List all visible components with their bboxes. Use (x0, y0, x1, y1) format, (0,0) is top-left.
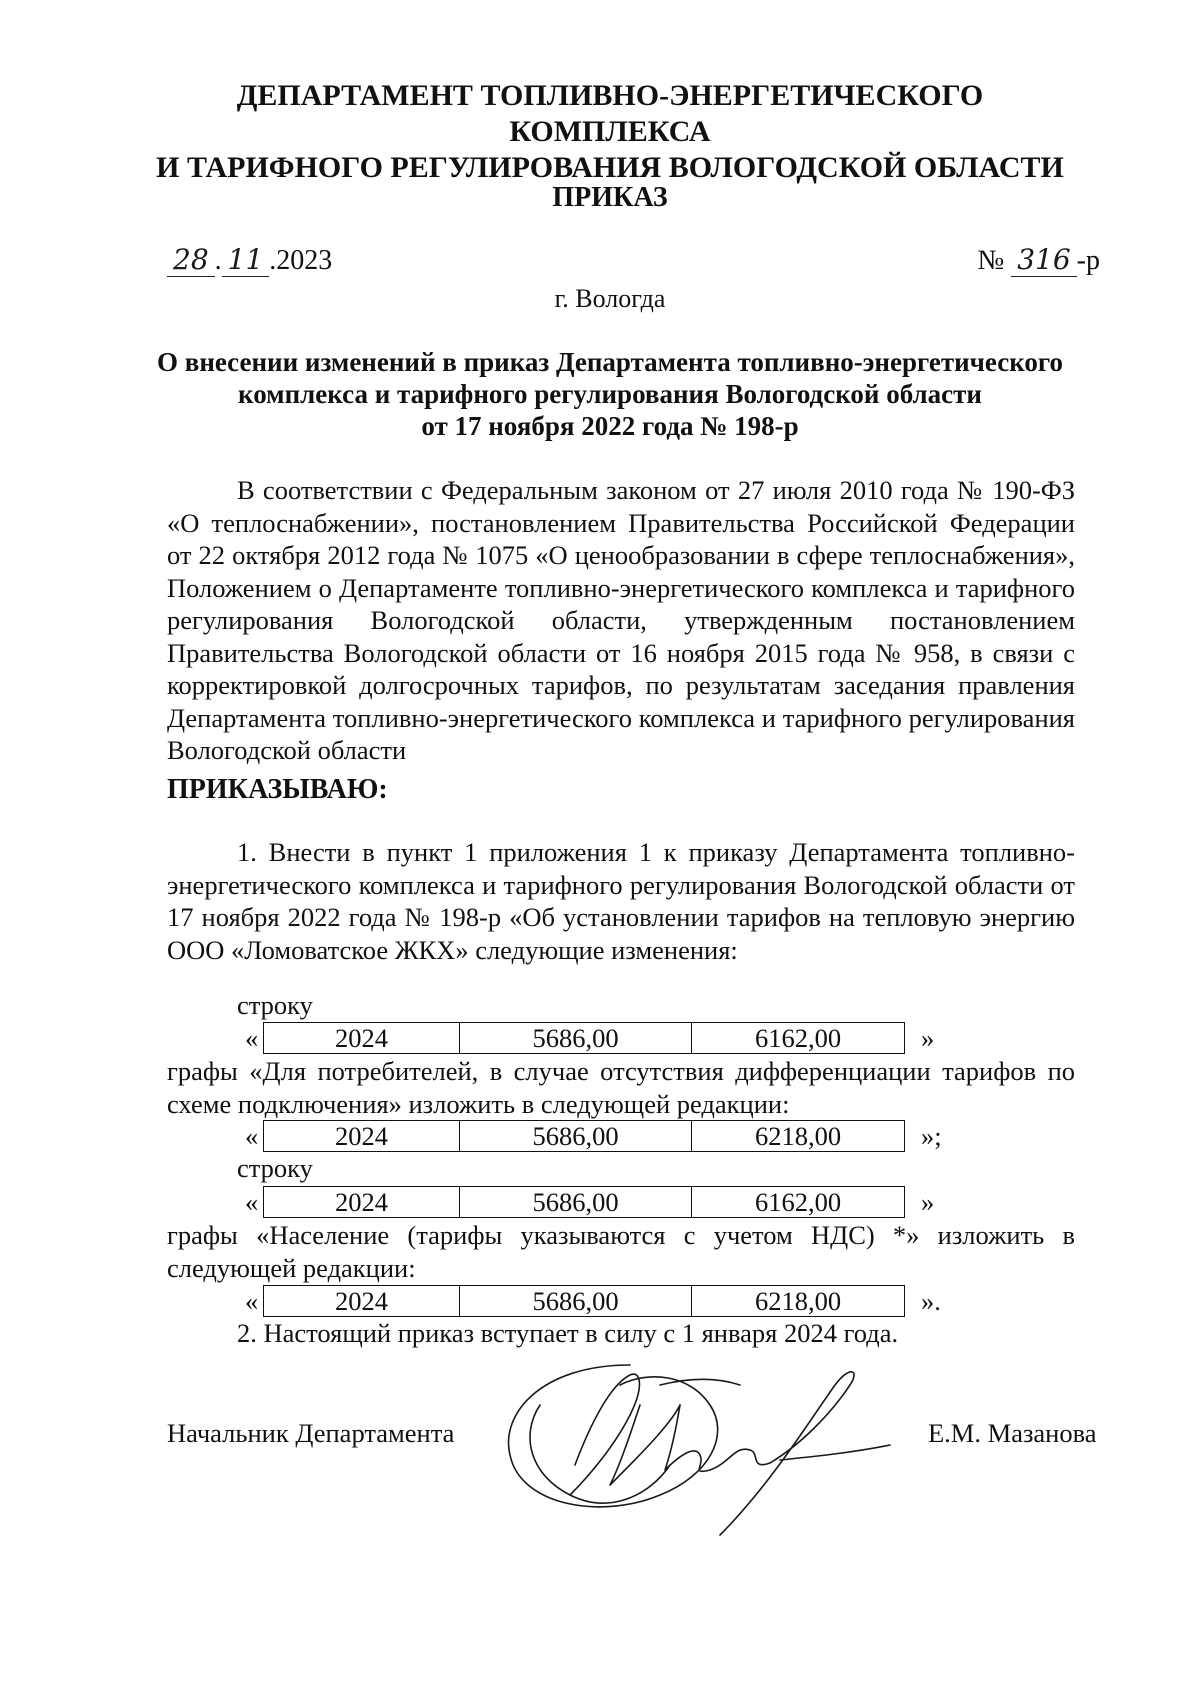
handwritten-signature (480, 1345, 920, 1545)
cell-value-2: 6218,00 (754, 1286, 842, 1316)
tariff-table (263, 1120, 905, 1152)
signatory-title: Начальник Департамента (167, 1418, 455, 1448)
subject-line-3: от 17 ноября 2022 года № 198-р (421, 411, 799, 441)
cell-year: 2024 (264, 1286, 460, 1316)
department-header (150, 78, 1070, 186)
label-stroku-2: строку (237, 1153, 313, 1183)
tariff-table (263, 1186, 905, 1218)
close-quote: » (921, 1187, 935, 1217)
label-grafa-2: графы «Население (тарифы указываются с учетом НДС) *» изложить в следующей редакции: (167, 1220, 1075, 1283)
cell-value-2: 6162,00 (754, 1187, 842, 1217)
cell-value-1: 5686,00 (460, 1023, 692, 1053)
open-quote: « (245, 1187, 259, 1217)
order-word: ПРИКАЗЫВАЮ: (167, 774, 388, 805)
order-number (978, 243, 1101, 277)
label-stroku-1: строку (237, 990, 313, 1020)
date-year: .2023 (269, 245, 333, 276)
date-month: 11 (222, 243, 270, 277)
point-1-paragraph (167, 836, 1075, 966)
cell-value-1: 5686,00 (460, 1187, 692, 1217)
subject-line-1: О внесении изменений в приказ Департамента топливно-энергетического (156, 347, 1063, 377)
header-line-2: И ТАРИФНОГО РЕГУЛИРОВАНИЯ ВОЛОГОДСКОЙ ОБЛАСТИ (156, 151, 1064, 184)
cell-value-2: 6218,00 (754, 1121, 842, 1151)
preamble-text: В соответствии с Федеральным законом от 27 июля 2010 года № 190-ФЗ «О теплоснабжении», постановлением Правительства Российской Федерации от 22 октября 2012 года № 1075 «О ценообразовании в сфере теплоснабжения», Положением о Департаменте топливно-энергетического комплекса и тарифного регулирования Вологодской области, утвержденным постановлением Правительства Вологодской области от 16 ноября 2015 года № 958, в связи с корректировкой долгосрочных тарифов, по результатам заседания правления Департамента топливно-энергетического комплекса и тарифного регулирования Вологодской области (167, 475, 1075, 765)
number-suffix: -р (1076, 245, 1100, 276)
subject-line-2: комплекса и тарифного регулирования Вологодской области (238, 379, 982, 409)
order-subject (150, 346, 1070, 442)
cell-value-1: 5686,00 (460, 1121, 692, 1151)
cell-value-2: 6162,00 (754, 1023, 842, 1053)
point-2: 2. Настоящий приказ вступает в силу с 1 января 2024 года. (237, 1318, 899, 1348)
cell-year: 2024 (264, 1121, 460, 1151)
label-grafa-1: графы «Для потребителей, в случае отсутствия дифференциации тарифов по схеме подключения» изложить в следующей редакции: (167, 1056, 1075, 1119)
preamble-paragraph (167, 474, 1075, 767)
order-title: ПРИКАЗ (552, 182, 668, 213)
number-prefix: № (977, 245, 1005, 276)
open-quote: « (245, 1121, 259, 1151)
cell-year: 2024 (264, 1023, 460, 1053)
point-1-text: 1. Внести в пункт 1 приложения 1 к приказу Департамента топливно-энергетического комплекса и тарифного регулирования Вологодской области от 17 ноября 2022 года № 198-р «Об установлении тарифов на тепловую энергию ООО «Ломоватское ЖКХ» следующие изменения: (167, 837, 1075, 965)
city: г. Вологда (554, 284, 666, 313)
cell-value-1: 5686,00 (460, 1286, 692, 1316)
number-value: 316 (1011, 243, 1076, 277)
close-quote: »; (921, 1121, 942, 1151)
order-date: 28 . 11 .2023 (167, 243, 332, 277)
tariff-table (263, 1285, 905, 1317)
close-quote: ». (921, 1286, 941, 1316)
close-quote: » (921, 1023, 935, 1053)
header-line-1: ДЕПАРТАМЕНТ ТОПЛИВНО-ЭНЕРГЕТИЧЕСКОГО КОМПЛЕКСА (236, 79, 984, 148)
signatory-name: Е.М. Мазанова (928, 1418, 1097, 1448)
tariff-table (263, 1022, 905, 1054)
open-quote: « (245, 1023, 259, 1053)
open-quote: « (245, 1286, 259, 1316)
cell-year: 2024 (264, 1187, 460, 1217)
date-day: 28 (167, 243, 215, 277)
